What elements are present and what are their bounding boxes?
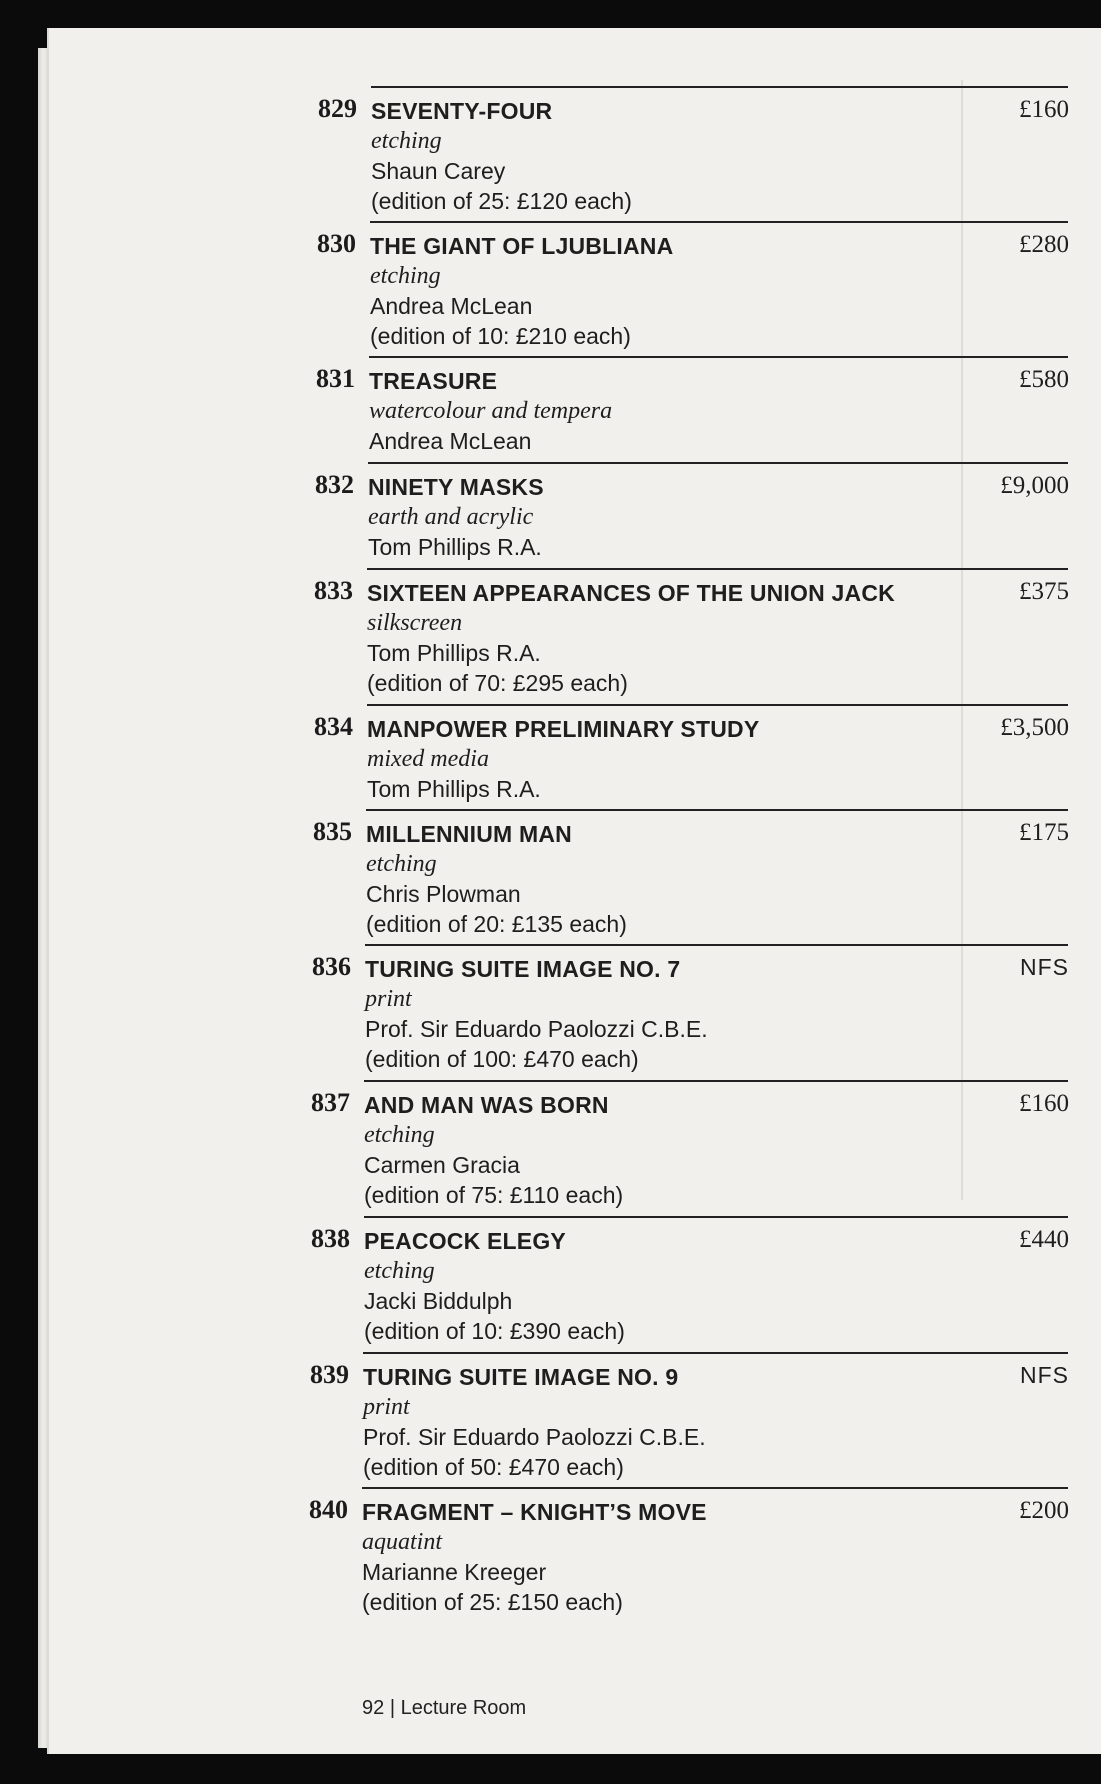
entry-title: TREASURE [369,368,498,394]
entry-price: £9,000 [1000,472,1069,499]
entry-edition: (edition of 10: £390 each) [364,1318,625,1344]
entry-divider [366,809,1068,811]
entry-medium: print [363,1394,410,1420]
entry-price: £160 [1019,1090,1069,1117]
entry-edition: (edition of 70: £295 each) [367,670,628,696]
entry-artist: Carmen Gracia [364,1152,520,1178]
entry-medium: silkscreen [367,610,463,636]
entry-title: THE GIANT OF LJUBLIANA [370,233,674,259]
entry-medium: print [365,986,412,1012]
entry-details [362,1497,1002,1617]
entry-number: 835 [313,817,352,846]
entry-details [364,1226,1004,1346]
page-footer [362,1697,526,1720]
entry-divider [364,1216,1068,1218]
entry-number: 832 [315,470,354,499]
entry-price: £3,500 [1000,714,1069,741]
entry-artist: Tom Phillips R.A. [367,640,541,666]
entry-number: 840 [309,1495,348,1524]
entry-medium: etching [364,1258,435,1284]
entry-details [364,1090,1004,1210]
entry-title: SEVENTY-FOUR [371,98,553,124]
entry-artist: Chris Plowman [366,881,521,907]
entry-number: 836 [312,952,351,981]
entry-number: 829 [318,94,357,123]
entry-details [363,1362,1003,1482]
entry-artist: Tom Phillips R.A. [367,776,541,802]
entry-divider [365,944,1068,946]
entry-edition: (edition of 25: £120 each) [371,188,632,214]
entry-number: 838 [311,1224,350,1253]
section-name: Lecture Room [400,1697,527,1719]
entry-title: AND MAN WAS BORN [364,1092,609,1118]
entry-divider [371,86,1068,88]
entry-artist: Andrea McLean [370,293,533,319]
entry-edition: (edition of 75: £110 each) [364,1182,624,1208]
entry-medium: mixed media [367,746,489,772]
entry-artist: Prof. Sir Eduardo Paolozzi C.B.E. [365,1016,708,1042]
entry-medium: etching [371,128,442,154]
entry-edition: (edition of 100: £470 each) [365,1046,639,1072]
entry-price: £375 [1019,578,1069,605]
entry-title: SIXTEEN APPEARANCES OF THE UNION JACK [367,580,895,606]
entry-divider [362,1487,1068,1489]
entry-price: £160 [1019,96,1069,123]
entry-number: 839 [310,1360,349,1389]
entry-price: £175 [1019,819,1069,846]
entry-edition: (edition of 25: £150 each) [362,1589,623,1615]
entry-artist: Jacki Biddulph [364,1288,513,1314]
entry-title: MANPOWER PRELIMINARY STUDY [367,716,760,742]
entry-price: £280 [1019,231,1069,258]
entry-divider [363,1352,1068,1354]
entry-divider [368,462,1068,464]
entry-divider [369,356,1068,358]
entry-artist: Tom Phillips R.A. [368,534,542,560]
entry-number: 833 [314,576,353,605]
entry-price: £580 [1019,366,1069,393]
entry-number: 837 [311,1088,350,1117]
entry-medium: etching [364,1122,435,1148]
entry-medium: earth and acrylic [368,504,534,530]
entry-medium: aquatint [362,1529,443,1555]
entry-price: £440 [1019,1226,1069,1253]
entry-number: 834 [314,712,353,741]
entry-title: FRAGMENT – KNIGHT’S MOVE [362,1499,707,1525]
entry-title: MILLENNIUM MAN [366,821,572,847]
entry-price: £200 [1019,1497,1069,1524]
entry-edition: (edition of 50: £470 each) [363,1454,624,1480]
entry-price: NFS [1020,954,1069,980]
entry-artist: Prof. Sir Eduardo Paolozzi C.B.E. [363,1424,706,1450]
entry-artist: Marianne Kreeger [362,1559,547,1585]
entry-price: NFS [1020,1362,1069,1388]
entry-number: 830 [317,229,356,258]
entry-medium: etching [366,851,437,877]
entry-edition: (edition of 10: £210 each) [370,323,631,349]
entry-number: 831 [316,364,355,393]
entry-title: TURING SUITE IMAGE NO. 9 [363,1364,679,1390]
entry-title: TURING SUITE IMAGE NO. 7 [365,956,681,982]
entry-title: PEACOCK ELEGY [364,1228,566,1254]
entry-edition: (edition of 20: £135 each) [366,911,627,937]
entry-artist: Shaun Carey [371,158,506,184]
entry-medium: etching [370,263,441,289]
entry-artist: Andrea McLean [369,428,532,454]
page-number: 92 [362,1697,385,1719]
footer-separator: | [389,1697,396,1719]
entry-title: NINETY MASKS [368,474,544,500]
entry-divider [370,221,1068,223]
entry-medium: watercolour and tempera [369,398,613,424]
entry-divider [364,1080,1068,1082]
entry-divider [367,568,1068,570]
entry-divider [367,704,1068,706]
